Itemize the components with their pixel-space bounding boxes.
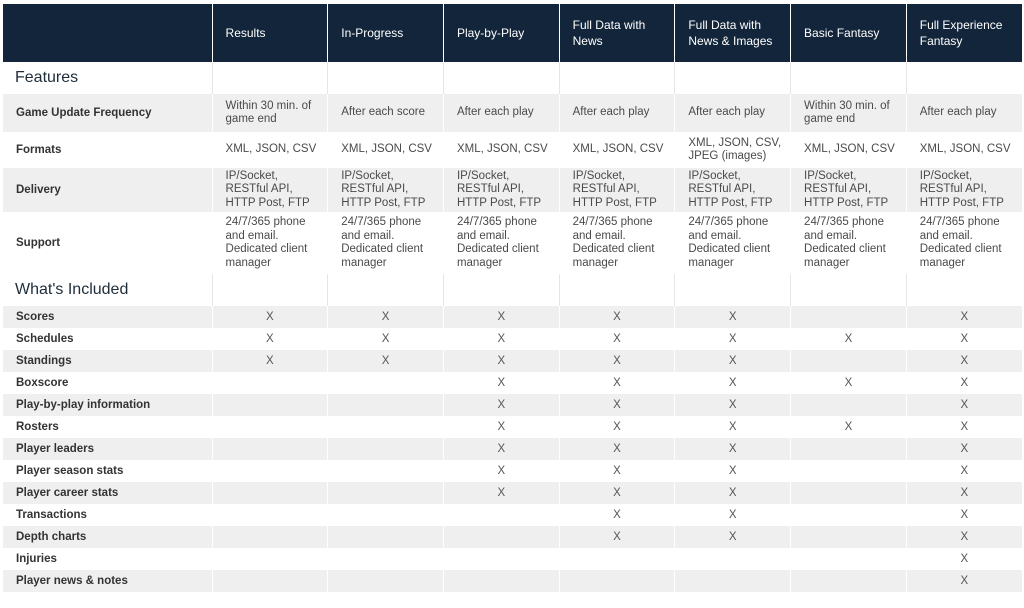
included-mark: X bbox=[675, 306, 791, 328]
included-mark: X bbox=[559, 416, 675, 438]
included-mark: X bbox=[559, 438, 675, 460]
included-mark: X bbox=[791, 328, 907, 350]
included-mark: X bbox=[675, 372, 791, 394]
included-mark: X bbox=[443, 394, 559, 416]
included-mark bbox=[328, 438, 444, 460]
section-spacer bbox=[328, 274, 444, 306]
table-row bbox=[3, 548, 1022, 570]
column-header-results: Results bbox=[212, 4, 328, 62]
included-mark bbox=[212, 438, 328, 460]
included-mark bbox=[328, 548, 444, 570]
comparison-table-container bbox=[3, 4, 1022, 592]
feature-value: 24/7/365 phone and email. Dedicated client manager bbox=[559, 212, 675, 274]
included-item-label: Play-by-play information bbox=[3, 394, 212, 416]
included-mark bbox=[328, 460, 444, 482]
package-comparison-table bbox=[3, 4, 1022, 592]
included-mark: X bbox=[443, 350, 559, 372]
feature-value: IP/Socket, RESTful API, HTTP Post, FTP bbox=[791, 168, 907, 212]
feature-label: Formats bbox=[3, 132, 212, 168]
feature-value: 24/7/365 phone and email. Dedicated client manager bbox=[212, 212, 328, 274]
included-mark: X bbox=[906, 570, 1022, 592]
included-mark bbox=[212, 548, 328, 570]
section-spacer bbox=[443, 274, 559, 306]
table-row bbox=[3, 306, 1022, 328]
feature-value: 24/7/365 phone and email. Dedicated client manager bbox=[791, 212, 907, 274]
included-mark: X bbox=[328, 328, 444, 350]
feature-label: Support bbox=[3, 212, 212, 274]
included-mark: X bbox=[675, 350, 791, 372]
feature-value: Within 30 min. of game end bbox=[212, 94, 328, 132]
included-mark: X bbox=[443, 438, 559, 460]
feature-value: After each play bbox=[559, 94, 675, 132]
table-row bbox=[3, 350, 1022, 372]
included-mark: X bbox=[906, 548, 1022, 570]
included-mark bbox=[791, 394, 907, 416]
table-row bbox=[3, 438, 1022, 460]
included-mark bbox=[791, 350, 907, 372]
section-spacer bbox=[906, 62, 1022, 94]
included-mark bbox=[791, 460, 907, 482]
header-corner bbox=[3, 4, 212, 62]
section-spacer bbox=[791, 274, 907, 306]
included-mark bbox=[328, 372, 444, 394]
included-mark bbox=[559, 570, 675, 592]
included-mark: X bbox=[906, 306, 1022, 328]
feature-value: IP/Socket, RESTful API, HTTP Post, FTP bbox=[328, 168, 444, 212]
included-mark: X bbox=[212, 306, 328, 328]
feature-value: XML, JSON, CSV bbox=[212, 132, 328, 168]
section-spacer bbox=[791, 62, 907, 94]
included-mark: X bbox=[675, 416, 791, 438]
included-mark bbox=[791, 548, 907, 570]
included-mark bbox=[443, 504, 559, 526]
included-item-label: Player season stats bbox=[3, 460, 212, 482]
included-item-label: Injuries bbox=[3, 548, 212, 570]
feature-value: XML, JSON, CSV bbox=[559, 132, 675, 168]
included-mark bbox=[675, 548, 791, 570]
table-row bbox=[3, 394, 1022, 416]
included-mark bbox=[791, 438, 907, 460]
column-header-in-progress: In-Progress bbox=[328, 4, 444, 62]
included-item-label: Standings bbox=[3, 350, 212, 372]
included-mark: X bbox=[328, 306, 444, 328]
included-mark: X bbox=[559, 372, 675, 394]
section-spacer bbox=[906, 274, 1022, 306]
included-mark: X bbox=[906, 526, 1022, 548]
feature-value: XML, JSON, CSV, JPEG (images) bbox=[675, 132, 791, 168]
section-spacer bbox=[559, 274, 675, 306]
section-spacer bbox=[443, 62, 559, 94]
feature-label: Game Update Frequency bbox=[3, 94, 212, 132]
included-item-label: Schedules bbox=[3, 328, 212, 350]
included-mark bbox=[212, 460, 328, 482]
included-mark: X bbox=[906, 482, 1022, 504]
included-mark: X bbox=[675, 526, 791, 548]
table-row bbox=[3, 482, 1022, 504]
section-row-included bbox=[3, 274, 1022, 306]
included-mark bbox=[443, 570, 559, 592]
feature-value: After each play bbox=[675, 94, 791, 132]
section-title-included: What's Included bbox=[3, 274, 212, 306]
section-spacer bbox=[675, 274, 791, 306]
included-mark bbox=[212, 372, 328, 394]
included-item-label: Boxscore bbox=[3, 372, 212, 394]
included-item-label: Scores bbox=[3, 306, 212, 328]
included-item-label: Depth charts bbox=[3, 526, 212, 548]
included-mark bbox=[791, 526, 907, 548]
feature-value: 24/7/365 phone and email. Dedicated client manager bbox=[443, 212, 559, 274]
included-mark bbox=[443, 526, 559, 548]
included-mark: X bbox=[675, 504, 791, 526]
column-header-basic-fantasy: Basic Fantasy bbox=[791, 4, 907, 62]
feature-value: IP/Socket, RESTful API, HTTP Post, FTP bbox=[443, 168, 559, 212]
included-mark: X bbox=[675, 482, 791, 504]
included-mark: X bbox=[906, 438, 1022, 460]
included-mark bbox=[328, 416, 444, 438]
included-mark: X bbox=[559, 394, 675, 416]
included-mark bbox=[328, 570, 444, 592]
included-mark: X bbox=[443, 306, 559, 328]
feature-row-formats bbox=[3, 132, 1022, 168]
section-title-features: Features bbox=[3, 62, 212, 94]
feature-value: IP/Socket, RESTful API, HTTP Post, FTP bbox=[559, 168, 675, 212]
included-mark: X bbox=[443, 460, 559, 482]
included-rows bbox=[3, 306, 1022, 592]
feature-value: XML, JSON, CSV bbox=[443, 132, 559, 168]
included-mark bbox=[212, 526, 328, 548]
feature-value: 24/7/365 phone and email. Dedicated client manager bbox=[906, 212, 1022, 274]
included-mark: X bbox=[906, 416, 1022, 438]
table-row bbox=[3, 328, 1022, 350]
included-mark bbox=[212, 482, 328, 504]
feature-row-update-frequency bbox=[3, 94, 1022, 132]
included-mark: X bbox=[791, 372, 907, 394]
section-spacer bbox=[675, 62, 791, 94]
included-item-label: Transactions bbox=[3, 504, 212, 526]
included-item-label: Player news & notes bbox=[3, 570, 212, 592]
feature-value: IP/Socket, RESTful API, HTTP Post, FTP bbox=[212, 168, 328, 212]
included-mark: X bbox=[559, 350, 675, 372]
included-mark: X bbox=[906, 328, 1022, 350]
included-mark: X bbox=[906, 350, 1022, 372]
included-mark bbox=[328, 394, 444, 416]
included-item-label: Player leaders bbox=[3, 438, 212, 460]
included-mark bbox=[212, 416, 328, 438]
included-mark: X bbox=[906, 460, 1022, 482]
column-header-full-experience-fantasy: Full Experience Fantasy bbox=[906, 4, 1022, 62]
included-mark: X bbox=[675, 438, 791, 460]
feature-value: Within 30 min. of game end bbox=[791, 94, 907, 132]
feature-value: 24/7/365 phone and email. Dedicated client manager bbox=[675, 212, 791, 274]
included-mark: X bbox=[791, 416, 907, 438]
included-item-label: Rosters bbox=[3, 416, 212, 438]
section-spacer bbox=[212, 274, 328, 306]
included-mark: X bbox=[559, 460, 675, 482]
feature-row-support bbox=[3, 212, 1022, 274]
table-row bbox=[3, 526, 1022, 548]
included-mark: X bbox=[675, 328, 791, 350]
section-spacer bbox=[559, 62, 675, 94]
feature-value: IP/Socket, RESTful API, HTTP Post, FTP bbox=[675, 168, 791, 212]
feature-row-delivery bbox=[3, 168, 1022, 212]
included-mark bbox=[675, 570, 791, 592]
table-row bbox=[3, 570, 1022, 592]
table-row bbox=[3, 416, 1022, 438]
included-mark: X bbox=[906, 504, 1022, 526]
column-header-play-by-play: Play-by-Play bbox=[443, 4, 559, 62]
feature-value: 24/7/365 phone and email. Dedicated client manager bbox=[328, 212, 444, 274]
included-mark bbox=[328, 526, 444, 548]
included-mark: X bbox=[675, 394, 791, 416]
included-mark: X bbox=[559, 306, 675, 328]
table-row bbox=[3, 460, 1022, 482]
included-mark bbox=[791, 306, 907, 328]
feature-value: After each play bbox=[906, 94, 1022, 132]
included-mark bbox=[443, 548, 559, 570]
included-mark: X bbox=[559, 482, 675, 504]
included-mark: X bbox=[328, 350, 444, 372]
section-spacer bbox=[212, 62, 328, 94]
feature-value: After each score bbox=[328, 94, 444, 132]
included-mark bbox=[328, 482, 444, 504]
feature-value: IP/Socket, RESTful API, HTTP Post, FTP bbox=[906, 168, 1022, 212]
header-row bbox=[3, 4, 1022, 62]
included-mark: X bbox=[443, 328, 559, 350]
included-mark bbox=[791, 504, 907, 526]
included-mark: X bbox=[212, 328, 328, 350]
included-mark: X bbox=[212, 350, 328, 372]
included-mark bbox=[791, 570, 907, 592]
included-mark: X bbox=[559, 504, 675, 526]
included-mark bbox=[559, 548, 675, 570]
feature-value: XML, JSON, CSV bbox=[906, 132, 1022, 168]
section-row-features bbox=[3, 62, 1022, 94]
included-mark bbox=[212, 504, 328, 526]
feature-label: Delivery bbox=[3, 168, 212, 212]
feature-value: XML, JSON, CSV bbox=[791, 132, 907, 168]
feature-value: XML, JSON, CSV bbox=[328, 132, 444, 168]
included-mark: X bbox=[906, 372, 1022, 394]
included-mark: X bbox=[443, 372, 559, 394]
included-mark: X bbox=[443, 482, 559, 504]
included-mark bbox=[791, 482, 907, 504]
included-mark: X bbox=[675, 460, 791, 482]
feature-value: After each play bbox=[443, 94, 559, 132]
included-item-label: Player career stats bbox=[3, 482, 212, 504]
included-mark: X bbox=[443, 416, 559, 438]
included-mark: X bbox=[559, 328, 675, 350]
section-spacer bbox=[328, 62, 444, 94]
table-row bbox=[3, 504, 1022, 526]
included-mark bbox=[212, 570, 328, 592]
column-header-full-data-news: Full Data with News bbox=[559, 4, 675, 62]
table-row bbox=[3, 372, 1022, 394]
included-mark: X bbox=[559, 526, 675, 548]
included-mark: X bbox=[906, 394, 1022, 416]
included-mark bbox=[212, 394, 328, 416]
included-mark bbox=[328, 504, 444, 526]
column-header-full-data-news-images: Full Data with News & Images bbox=[675, 4, 791, 62]
